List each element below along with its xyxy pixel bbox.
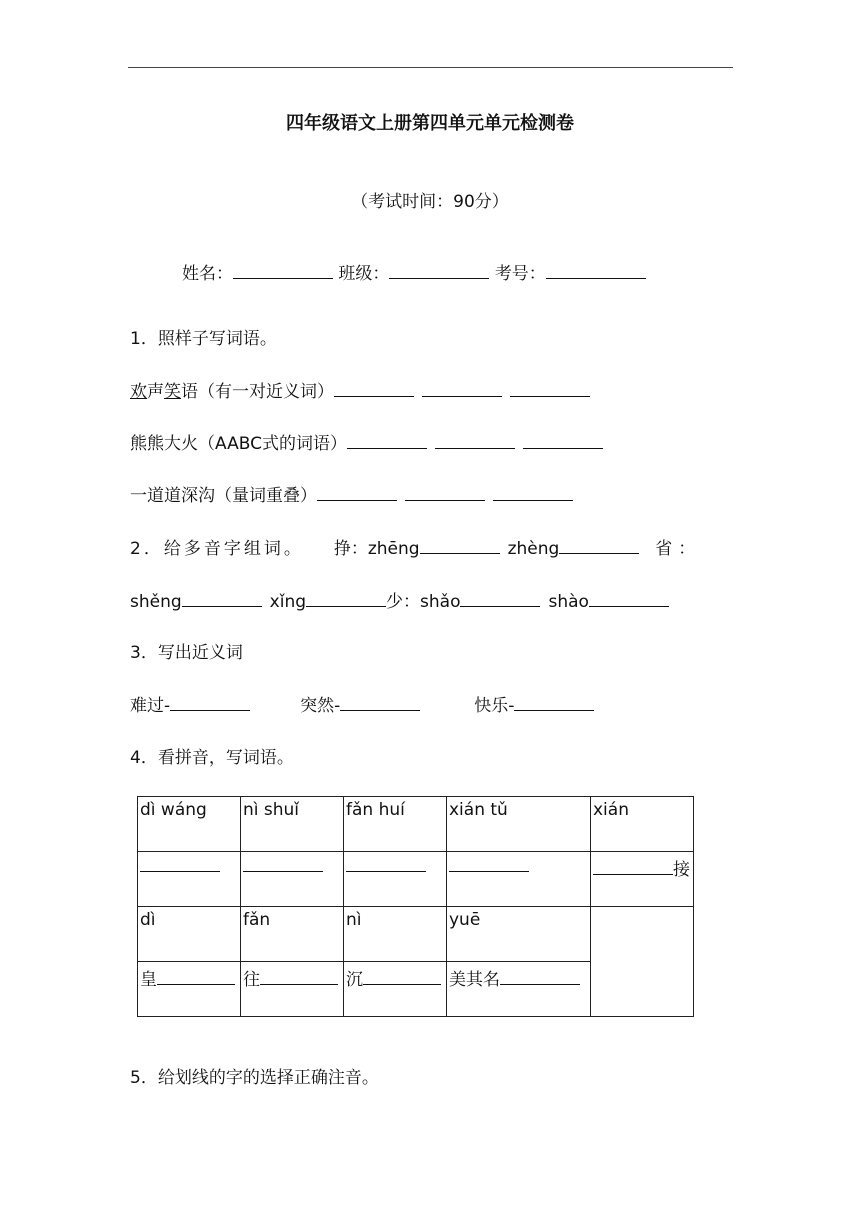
pinyin: zhèng xyxy=(507,539,560,559)
answer-blank[interactable] xyxy=(170,694,250,711)
pinyin: shǎo xyxy=(420,592,461,612)
answer-blank[interactable] xyxy=(510,380,590,397)
answer-blank[interactable] xyxy=(405,484,485,501)
answer-cell[interactable] xyxy=(591,852,694,907)
pinyin: shěng xyxy=(130,592,182,612)
q2-heading: 2．给多音字组词。 xyxy=(130,539,304,559)
answer-blank[interactable] xyxy=(589,590,669,607)
answer-blank[interactable] xyxy=(157,968,235,985)
cell-char: 皇 xyxy=(140,970,157,990)
answer-blank[interactable] xyxy=(346,855,426,872)
q1-line2-text: 熊熊大火（AABC式的词语） xyxy=(130,434,347,454)
pinyin-cell: yuē xyxy=(447,907,591,962)
q3-item: 快乐- xyxy=(474,696,515,716)
q2-char-shao: 少： xyxy=(386,592,421,612)
number-label: 考号： xyxy=(494,264,546,284)
answer-blank[interactable] xyxy=(435,432,515,449)
answer-cell[interactable] xyxy=(344,852,447,907)
exam-time: （考试时间：90分） xyxy=(351,192,509,212)
answer-cell[interactable] xyxy=(241,852,344,907)
pinyin: shào xyxy=(548,592,589,612)
answer-blank[interactable] xyxy=(363,968,441,985)
pinyin: xǐng xyxy=(269,592,307,612)
pinyin-cell: xián xyxy=(591,797,694,852)
answer-cell[interactable] xyxy=(138,962,241,1017)
pinyin-cell: nì xyxy=(344,907,447,962)
answer-blank[interactable] xyxy=(334,380,414,397)
answer-blank[interactable] xyxy=(340,694,420,711)
cell-char: 往 xyxy=(243,970,260,990)
student-info-line xyxy=(182,262,646,285)
q1-line3 xyxy=(130,484,573,507)
number-blank[interactable] xyxy=(546,262,646,279)
page-title: 四年级语文上册第四单元单元检测卷 xyxy=(286,113,574,134)
answer-blank[interactable] xyxy=(422,380,502,397)
empty-cell xyxy=(591,907,694,1017)
answer-blank[interactable] xyxy=(493,484,573,501)
name-label: 姓名： xyxy=(182,264,233,284)
pinyin-cell: nì shuǐ xyxy=(241,797,344,852)
answer-blank[interactable] xyxy=(593,858,673,875)
pinyin-cell: fǎn huí xyxy=(344,797,447,852)
class-label: 班级： xyxy=(338,264,390,284)
answer-blank[interactable] xyxy=(449,855,529,872)
q2-line1 xyxy=(130,537,701,560)
q2-char-sheng: 省： xyxy=(655,539,702,559)
pinyin: zhēng xyxy=(367,539,420,559)
answer-cell[interactable] xyxy=(447,852,591,907)
answer-blank[interactable] xyxy=(243,855,323,872)
answer-blank[interactable] xyxy=(523,432,603,449)
pinyin-cell: dì wáng xyxy=(138,797,241,852)
pinyin-cell: xián tǔ xyxy=(447,797,591,852)
q2-line2 xyxy=(130,590,669,613)
q1-underlined-char: 欢 xyxy=(130,382,147,402)
pinyin-cell: dì xyxy=(138,907,241,962)
answer-blank[interactable] xyxy=(182,590,262,607)
answer-blank[interactable] xyxy=(306,590,386,607)
answer-cell[interactable] xyxy=(241,962,344,1017)
q1-char: 声 xyxy=(147,382,164,402)
q1-underlined-char: 笑 xyxy=(164,382,181,402)
q1-line2 xyxy=(130,432,603,455)
answer-blank[interactable] xyxy=(260,968,338,985)
q3-item: 难过- xyxy=(130,696,171,716)
q1-line1 xyxy=(130,380,590,403)
answer-blank[interactable] xyxy=(500,968,580,985)
cell-char: 沉 xyxy=(346,970,363,990)
q3-heading: 3．写出近义词 xyxy=(130,643,243,663)
name-blank[interactable] xyxy=(233,262,333,279)
answer-cell[interactable] xyxy=(138,852,241,907)
header-rule xyxy=(128,67,733,68)
pinyin-cell: fǎn xyxy=(241,907,344,962)
answer-blank[interactable] xyxy=(559,537,639,554)
q1-line1-text: 语（有一对近义词） xyxy=(181,382,334,402)
q4-heading: 4．看拼音，写词语。 xyxy=(130,748,294,768)
q1-line3-text: 一道道深沟（量词重叠） xyxy=(130,486,317,506)
answer-cell[interactable] xyxy=(344,962,447,1017)
q5-heading: 5．给划线的字的选择正确注音。 xyxy=(130,1068,379,1088)
q1-heading: 1．照样子写词语。 xyxy=(130,329,277,349)
q3-items xyxy=(130,694,594,717)
answer-blank[interactable] xyxy=(140,855,220,872)
cell-char: 接 xyxy=(673,860,690,880)
q3-item: 突然- xyxy=(300,696,341,716)
answer-cell[interactable] xyxy=(447,962,591,1017)
class-blank[interactable] xyxy=(389,262,489,279)
answer-blank[interactable] xyxy=(514,694,594,711)
answer-blank[interactable] xyxy=(347,432,427,449)
answer-blank[interactable] xyxy=(317,484,397,501)
answer-blank[interactable] xyxy=(420,537,500,554)
cell-char: 美其名 xyxy=(449,970,500,990)
q2-char-zheng: 挣： xyxy=(333,539,368,559)
pinyin-table xyxy=(137,796,694,1017)
answer-blank[interactable] xyxy=(460,590,540,607)
